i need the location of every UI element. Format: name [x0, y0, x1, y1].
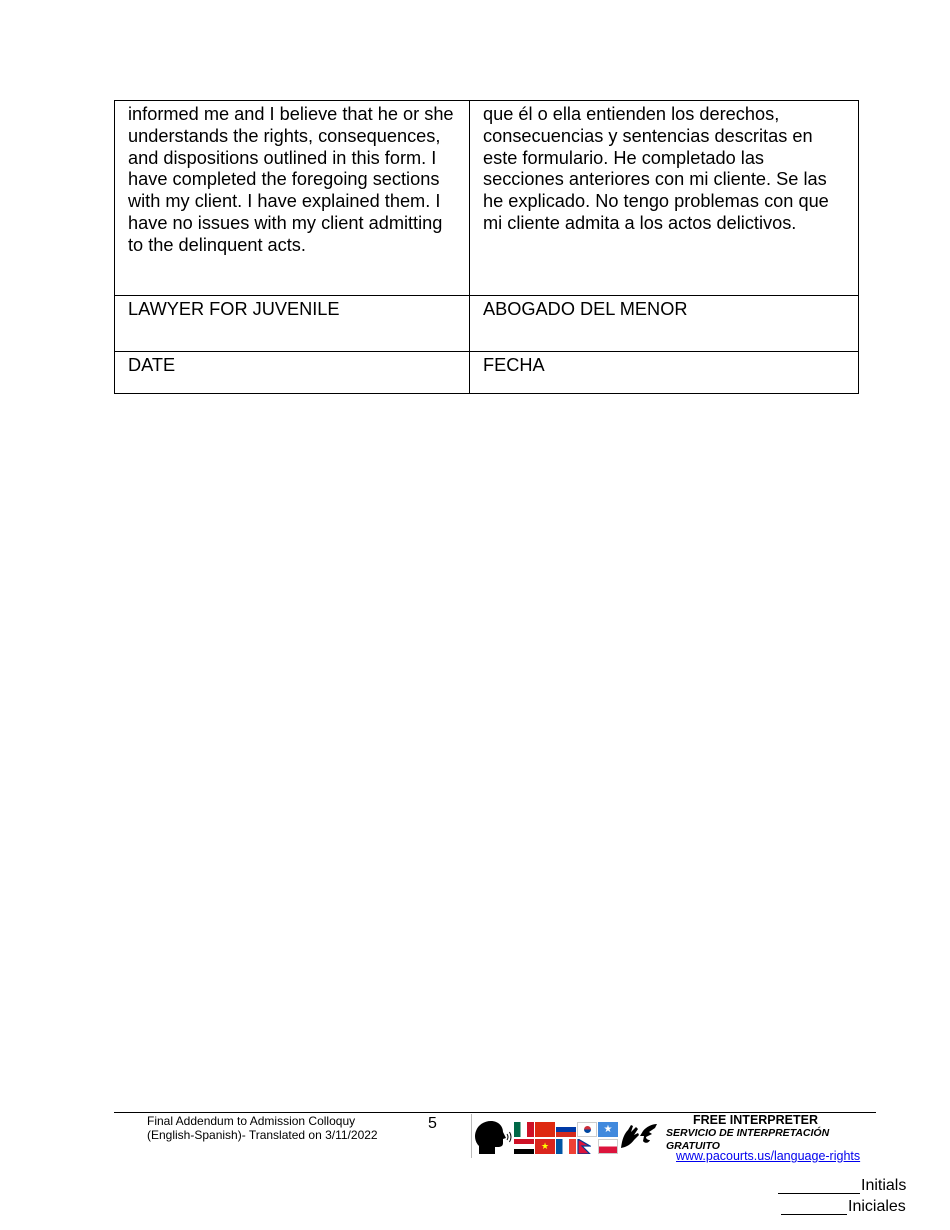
iniciales-label: Iniciales: [848, 1198, 906, 1215]
free-interpreter-spanish: SERVICIO DE INTERPRETACIÓN GRATUITO: [666, 1127, 830, 1152]
attestation-text-en: informed me and I believe that he or she understands the rights, consequences, and dispositions outlined in this form. I have completed the foregoing sections with my client. I have explained them. I have no issues with my client admitting to the delinquent acts.: [115, 101, 470, 296]
initials-label: Initials: [861, 1177, 907, 1194]
doc-title-line1: Final Addendum to Admission Colloquy: [147, 1114, 356, 1128]
table-row: [115, 352, 859, 394]
attestation-text-es: que él o ella entienden los derechos, consecuencias y sentencias descritas en este formulario. He completado las secciones anteriores con mi cliente. Se las he explicado. No tengo problemas con que mi cliente admita a los actos delictivos.: [470, 101, 859, 296]
lawyer-label-en: LAWYER FOR JUVENILE: [115, 296, 470, 352]
table-row: [115, 101, 859, 296]
page-number: 5: [428, 1115, 437, 1132]
footer-vertical-divider: [471, 1114, 472, 1158]
table-row: [115, 296, 859, 352]
date-label-es: FECHA: [470, 352, 859, 394]
initials-line: [778, 1193, 860, 1194]
doc-title-line2: (English-Spanish)- Translated on 3/11/2022: [147, 1128, 378, 1142]
lawyer-label-es: ABOGADO DEL MENOR: [470, 296, 859, 352]
date-label-en: DATE: [115, 352, 470, 394]
attestation-table: [114, 100, 859, 394]
iniciales-line: [781, 1214, 847, 1215]
free-interpreter-title: FREE INTERPRETER: [693, 1113, 819, 1127]
country-flags-icon: ★ ★: [514, 1122, 618, 1154]
language-rights-link[interactable]: www.pacourts.us/language-rights: [676, 1149, 861, 1163]
speaking-head-icon: [473, 1120, 513, 1156]
footer-document-title: [147, 1114, 378, 1142]
sign-language-icon: [619, 1122, 659, 1150]
